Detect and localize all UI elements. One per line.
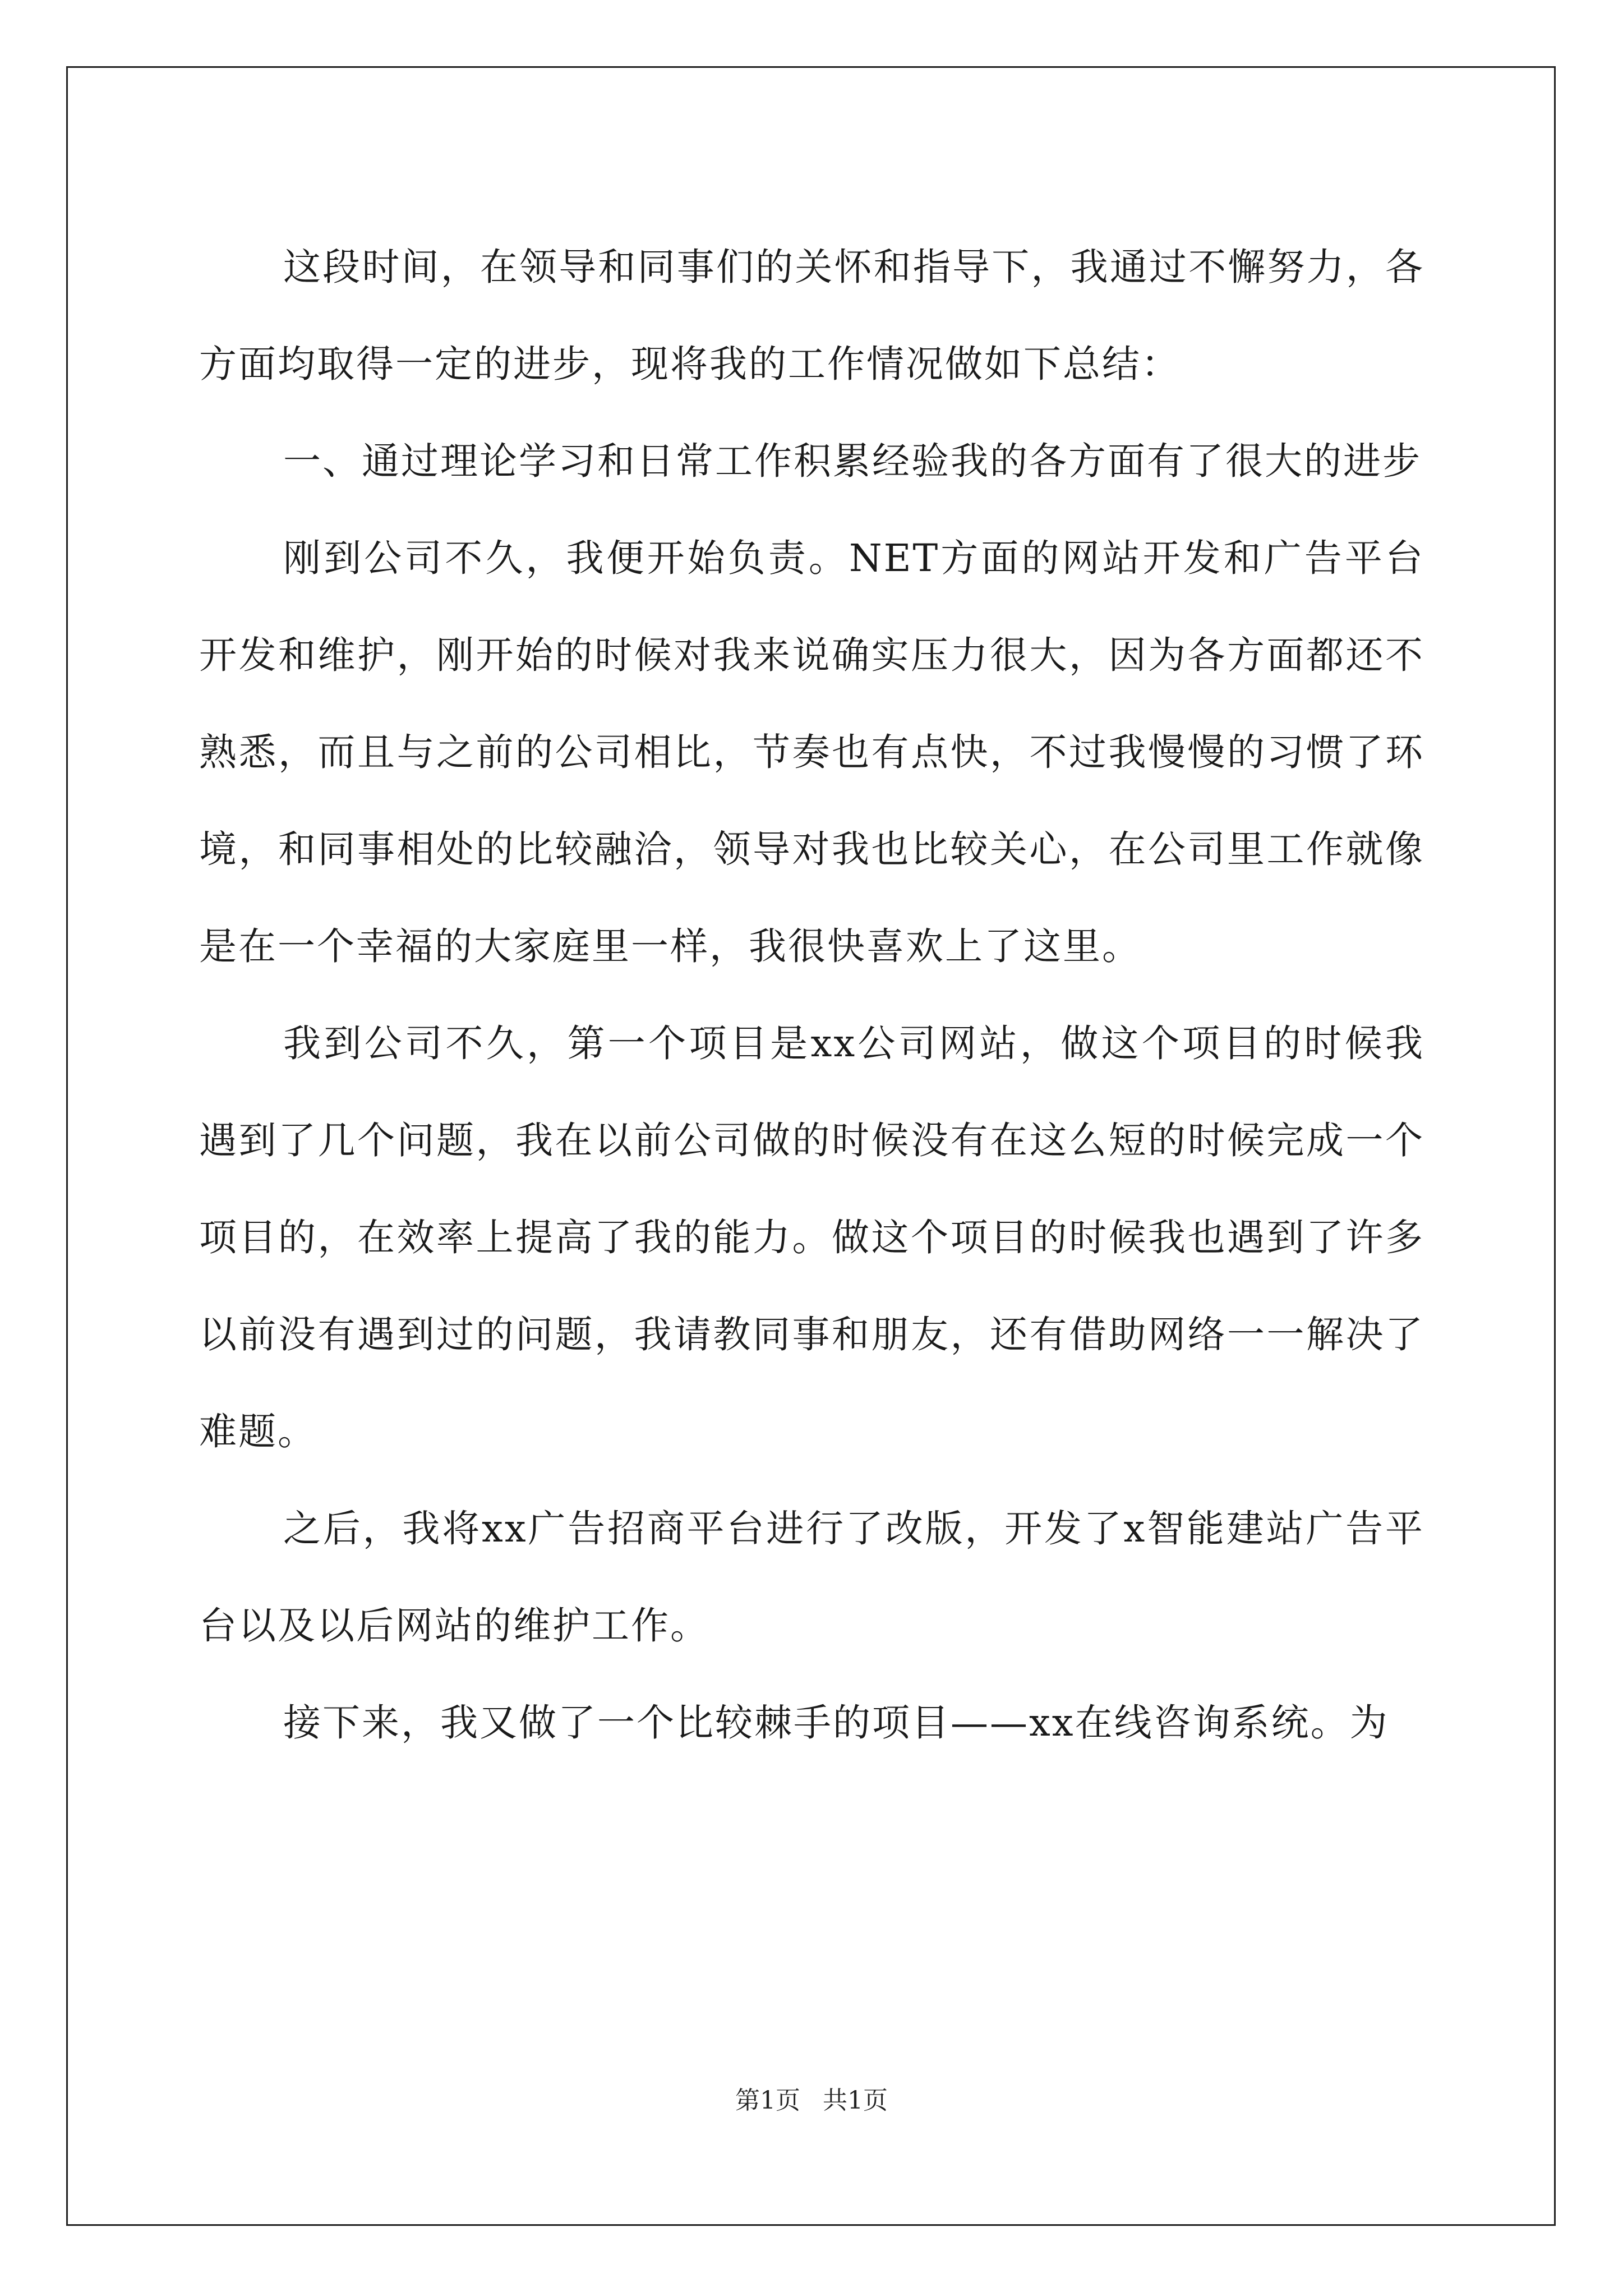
paragraph-consulting-system: 接下来，我又做了一个比较棘手的项目——xx在线咨询系统。为: [283, 1701, 1389, 1745]
page-number: 第1页: [735, 2086, 800, 2115]
page-footer: [0, 2084, 1623, 2118]
paragraph-joining-company: 刚到公司不久，我便开始负责。NET方面的网站开发和广告平台开发和维护，刚开始的时候对我来说确实压力很大，因为各方面都还不熟悉，而且与之前的公司相比，节奏也有点快，不过我慢慢的习惯了环境，和同事相处的比较融洽，领导对我也比较关心，在公司里工作就像是在一个幸福的大家庭里一样，我很快喜欢上了这里。: [199, 536, 1424, 968]
paragraph-section-heading: 一、通过理论学习和日常工作积累经验我的各方面有了很大的进步: [283, 439, 1422, 483]
document-body: [199, 219, 1424, 1772]
paragraph-intro: 这段时间，在领导和同事们的关怀和指导下，我通过不懈努力，各方面均取得一定的进步，现将我的工作情况做如下总结：: [199, 245, 1424, 386]
paragraph-platform-redesign: 之后，我将xx广告招商平台进行了改版，开发了x智能建站广告平台以及以后网站的维护工作。: [199, 1507, 1424, 1648]
page-total: 共1页: [823, 2086, 888, 2115]
paragraph-first-project: 我到公司不久，第一个项目是xx公司网站，做这个项目的时候我遇到了几个问题，我在以前公司做的时候没有在这么短的时候完成一个项目的，在效率上提高了我的能力。做这个项目的时候我也遇到了许多以前没有遇到过的问题，我请教同事和朋友，还有借助网络一一解决了难题。: [199, 1022, 1424, 1453]
